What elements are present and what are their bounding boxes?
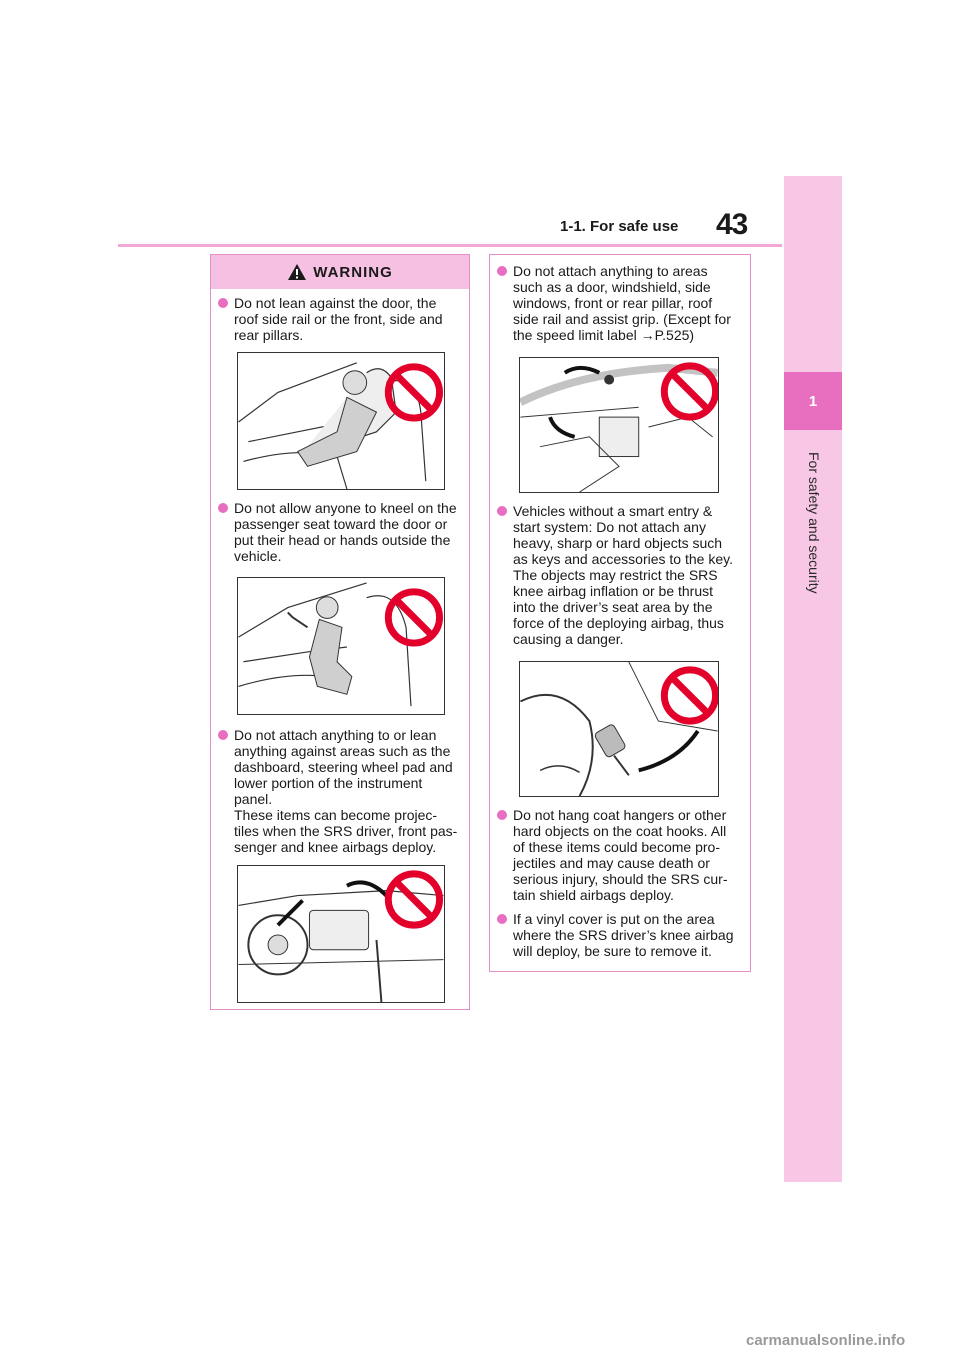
watermark: carmanualsonline.info [746, 1332, 906, 1349]
list-item [218, 500, 468, 564]
warning-box-left [210, 254, 470, 1010]
warning-header [211, 255, 469, 289]
chapter-title-wrap [806, 452, 822, 662]
illustration-kneeling-on-seat [237, 577, 445, 715]
bullet-icon [497, 810, 507, 820]
page-number: 43 [716, 208, 748, 241]
item-text: Do not lean against the door, the roof side rail or the front, side and rear pillars. [234, 295, 443, 343]
chapter-side-tab [784, 176, 842, 1182]
bullet-icon [497, 266, 507, 276]
bullet-icon [218, 298, 228, 308]
item-text: If a vinyl cover is put on the area where the SRS driver’s knee airbag will deploy, be sure to remove it. [513, 911, 734, 959]
item-text: Do not allow anyone to kneel on the passenger seat toward the door or put their head or hands outside the vehicle. [234, 500, 457, 564]
list-item [497, 911, 749, 959]
illustration-dashboard-objects [237, 865, 445, 1003]
bullet-icon [497, 914, 507, 924]
item-text: Do not hang coat hangers or other hard objects on the coat hooks. All of these items could become pro- jectiles and may cause death or serious injury, should the SRS cur- tain shield airbags deploy. [513, 807, 728, 903]
item-text: Do not attach anything to or lean anything against areas such as the dashboard, steering wheel pad and lower portion of the instrument panel. These items can become projec- tiles when the SRS driver, front pas- senger and knee airbags deploy. [234, 727, 458, 855]
list-item [497, 807, 749, 903]
bullet-icon [497, 506, 507, 516]
header-rule [118, 244, 782, 247]
list-item [497, 503, 749, 647]
chapter-number: 1 [784, 372, 842, 430]
item-text: Do not attach anything to areas such as a door, windshield, side windows, front or rear pillar, roof side rail and assist grip. (Except for the speed limit label →P.525) [513, 263, 731, 343]
illustration-key-accessories [519, 661, 719, 797]
illustration-leaning-on-door [237, 352, 445, 490]
warning-label: WARNING [313, 263, 393, 281]
warning-box-right [489, 254, 751, 972]
illustration-windshield-objects [519, 357, 719, 493]
chapter-title: For safety and security [806, 452, 822, 594]
list-item [497, 263, 749, 343]
list-item [218, 295, 468, 343]
warning-triangle-icon [287, 263, 307, 281]
bullet-icon [218, 730, 228, 740]
section-title: 1-1. For safe use [560, 218, 679, 235]
list-item [218, 727, 468, 855]
item-text: Vehicles without a smart entry & start system: Do not attach any heavy, sharp or hard objects such as keys and accessories to the key. The objects may restrict the SRS knee airbag inflation or be thrust into the driver’s seat area by the force of the deploying airbag, thus causing a danger. [513, 503, 733, 647]
bullet-icon [218, 503, 228, 513]
